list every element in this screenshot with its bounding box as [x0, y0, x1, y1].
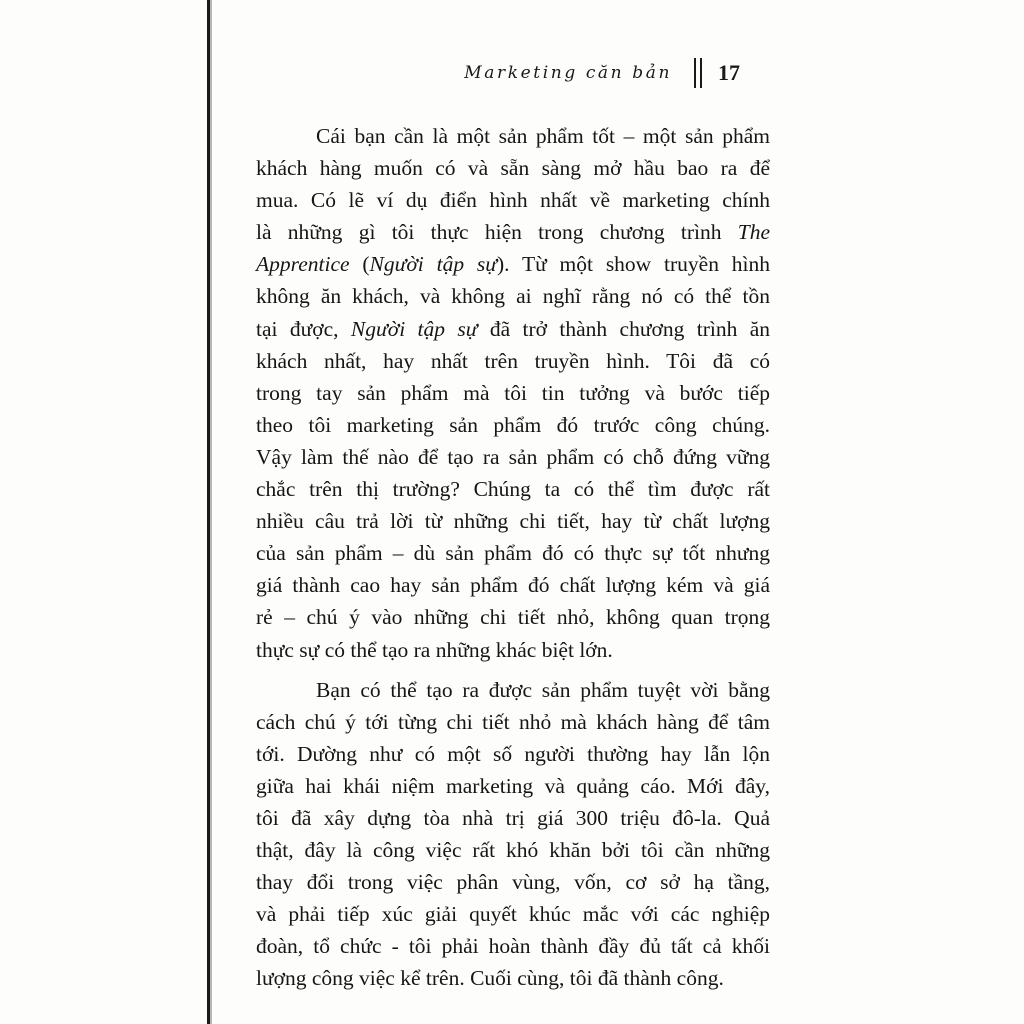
- text-line: [256, 674, 770, 706]
- text-segment: đoàn, tổ chức - tôi phải hoàn thành đầy đủ tất cả khối: [256, 934, 770, 959]
- text-segment: là những gì tôi thực hiện trong chương trình: [256, 220, 738, 245]
- text-line: [256, 152, 770, 184]
- text-line: [256, 569, 770, 601]
- text-segment: thật, đây là công việc rất khó khăn bởi tôi cần những: [256, 838, 770, 863]
- text-line: [256, 866, 770, 898]
- text-segment: không ăn khách, và không ai nghĩ rằng nó có thể tồn: [256, 284, 770, 309]
- text-segment: nhiều câu trả lời từ những chi tiết, hay từ chất lượng: [256, 509, 770, 534]
- text-segment: và phải tiếp xúc giải quyết khúc mắc với các nghiệp: [256, 902, 770, 927]
- text-segment: Vậy làm thế nào để tạo ra sản phẩm có chỗ đứng vững: [256, 444, 770, 469]
- text-line: [256, 634, 770, 666]
- text-segment: giá thành cao hay sản phẩm đó chất lượng kém và giá: [256, 573, 770, 598]
- text-segment: đã trở thành chương trình ăn: [477, 316, 770, 341]
- text-line: [256, 441, 770, 473]
- text-segment: ). Từ một show truyền hình: [496, 252, 770, 277]
- text-line: [256, 930, 770, 962]
- text-line: [256, 898, 770, 930]
- text-segment: thay đổi trong việc phân vùng, vốn, cơ sở hạ tầng,: [256, 870, 770, 895]
- text-segment: khách nhất, hay nhất trên truyền hình. Tôi đã có: [256, 348, 770, 373]
- text-line: [256, 248, 770, 280]
- text-line: [256, 738, 770, 770]
- text-line: [256, 537, 770, 569]
- header-divider: [694, 58, 702, 88]
- text-line: [256, 377, 770, 409]
- text-segment: của sản phẩm – dù sản phẩm đó có thực sự tốt nhưng: [256, 541, 770, 566]
- text-line: [256, 216, 770, 248]
- text-line: [256, 409, 770, 441]
- running-title: Marketing căn bản: [464, 63, 672, 83]
- text-line: [256, 962, 770, 994]
- paragraph: [256, 120, 770, 666]
- text-line: [256, 280, 770, 312]
- text-segment: theo tôi marketing sản phẩm đó trước công chúng.: [256, 412, 770, 437]
- text-segment: khách hàng muốn có và sẵn sàng mở hầu bao ra để: [256, 156, 770, 181]
- italic-text: Người tập sự: [350, 316, 478, 341]
- text-line: [256, 345, 770, 377]
- text-line: [256, 473, 770, 505]
- page-number: 17: [718, 60, 740, 85]
- text-segment: chắc trên thị trường? Chúng ta có thể tìm được rất: [256, 477, 770, 502]
- text-line: [256, 120, 770, 152]
- text-segment: lượng công việc kể trên. Cuối cùng, tôi đã thành công.: [256, 966, 724, 991]
- italic-text: Apprentice: [256, 252, 350, 277]
- text-segment: (: [349, 252, 370, 277]
- text-segment: thực sự có thể tạo ra những khác biệt lớn.: [256, 637, 613, 662]
- text-line: [256, 706, 770, 738]
- text-line: [256, 601, 770, 633]
- italic-text: The: [737, 220, 770, 245]
- text-segment: tới. Dường như có một số người thường hay lẫn lộn: [256, 741, 770, 766]
- running-header: [464, 58, 740, 88]
- text-line: [256, 802, 770, 834]
- text-segment: mua. Có lẽ ví dụ điển hình nhất về marketing chính: [256, 188, 770, 213]
- paragraph-gap: [256, 666, 770, 674]
- text-segment: rẻ – chú ý vào những chi tiết nhỏ, không quan trọng: [256, 605, 770, 630]
- text-segment: cách chú ý tới từng chi tiết nhỏ mà khách hàng để tâm: [256, 709, 770, 734]
- paragraph: [256, 674, 770, 995]
- text-segment: Bạn có thể tạo ra được sản phẩm tuyệt vời bằng: [316, 677, 770, 702]
- text-line: [256, 770, 770, 802]
- text-segment: tại được,: [256, 316, 351, 341]
- text-segment: trong tay sản phẩm mà tôi tin tưởng và bước tiếp: [256, 380, 770, 405]
- page-spine-shadow: [210, 0, 212, 1024]
- text-segment: giữa hai khái niệm marketing và quảng cáo. Mới đây,: [256, 773, 770, 798]
- text-line: [256, 313, 770, 345]
- text-segment: tôi đã xây dựng tòa nhà trị giá 300 triệu đô-la. Quả: [256, 805, 770, 830]
- body-text: [256, 120, 770, 995]
- text-line: [256, 834, 770, 866]
- text-segment: Cái bạn cần là một sản phẩm tốt – một sản phẩm: [316, 124, 770, 148]
- italic-text: Người tập sự: [369, 252, 497, 277]
- text-line: [256, 184, 770, 216]
- text-line: [256, 505, 770, 537]
